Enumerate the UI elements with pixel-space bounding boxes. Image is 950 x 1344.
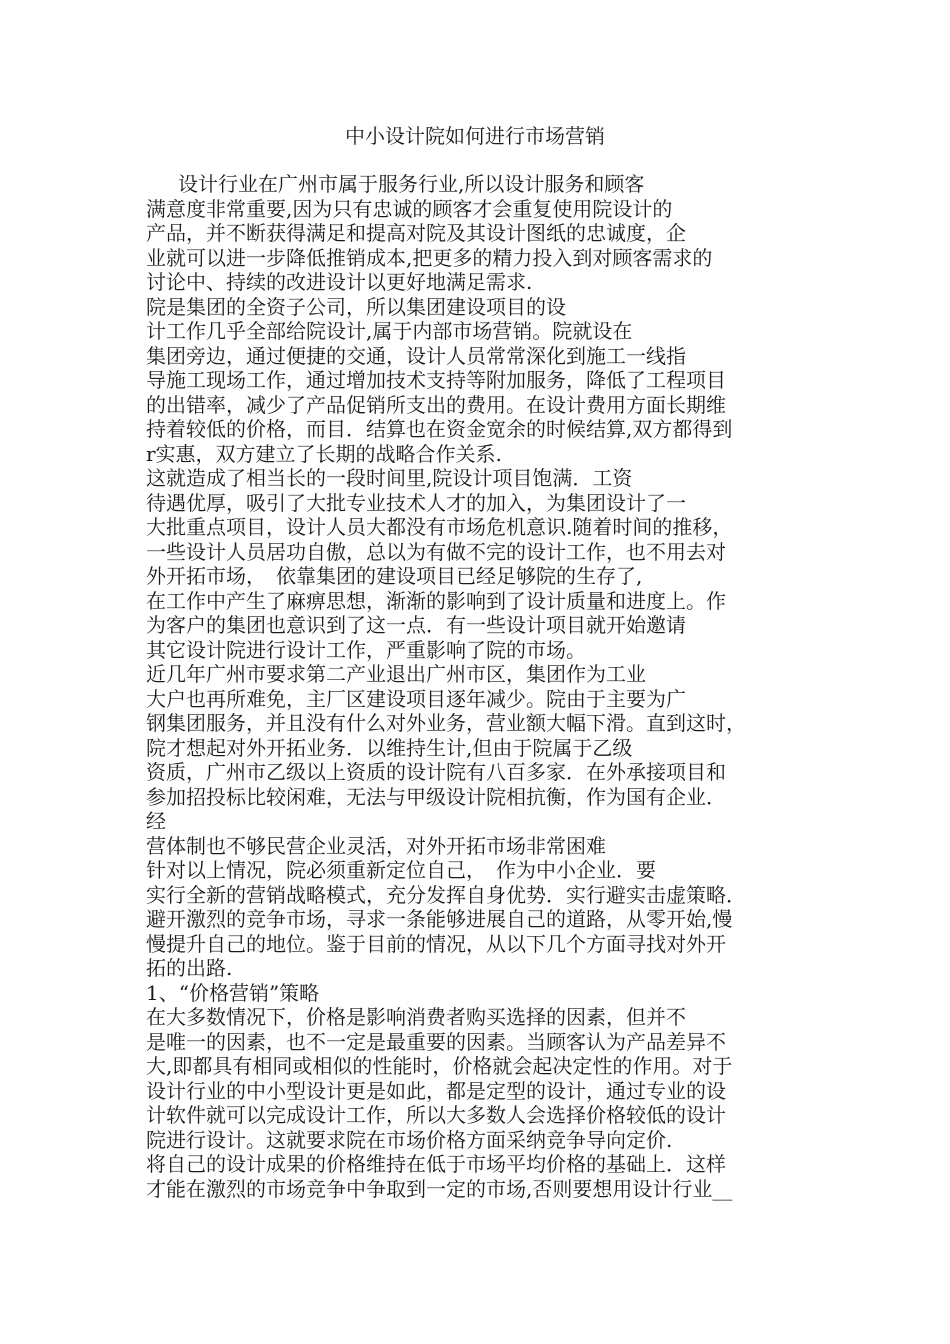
text-line: 导施工现场工作，通过增加技术支持等附加服务，降低了工程项目 <box>146 368 726 392</box>
text-line: 钢集团服务，并且没有什么对外业务，营业额大幅下滑。直到这时， <box>146 711 746 735</box>
text-line: 为客户的集团也意识到了这一点．有一些设计项目就开始邀请 <box>146 613 686 637</box>
text-line: 院才想起对外开拓业务．以维持生计,但由于院属于乙级 <box>146 735 633 760</box>
text-line: 设计行业在广州市属于服务行业,所以设计服务和顾客 <box>178 172 645 196</box>
text-line: 经 <box>146 809 166 833</box>
text-line: 满意度非常重要,因为只有忠诚的顾客才会重复使用院设计的 <box>146 196 673 221</box>
document-body <box>146 172 811 1201</box>
text-line: 大批重点项目，设计人员大都没有市场危机意识.随着时间的推移， <box>146 515 733 539</box>
text-line: 其它设计院进行设计工作，严重影响了院的市场。 <box>146 637 586 662</box>
text-line: 待遇优厚，吸引了大批专业技术人才的加入，为集团设计了一 <box>146 490 686 515</box>
text-line: 针对以上情况，院必须重新定位自己， 作为中小企业．要 <box>146 858 656 882</box>
text-line: 在大多数情况下，价格是影响消费者购买选择的因素，但并不 <box>146 1005 686 1029</box>
text-line: 集团旁边，通过便捷的交通，设计人员常常深化到施工一线指 <box>146 343 686 368</box>
text-line: 大,即都具有相同或相似的性能时，价格就会起决定性的作用。对于 <box>146 1054 733 1078</box>
text-line: 拓的出路. <box>146 956 233 980</box>
text-line: r实惠，双方建立了长期的战略合作关系. <box>146 441 502 466</box>
text-line: 的出错率，减少了产品促销所支出的费用。在设计费用方面长期维 <box>146 392 726 417</box>
text-line: 实行全新的营销战略模式，充分发挥自身优势．实行避实击虚策略． <box>146 882 746 907</box>
text-line: 外开拓市场， 依靠集团的建设项目已经足够院的生存了, <box>146 564 643 588</box>
text-line: 一些设计人员居功自傲，总以为有做不完的设计工作，也不用去对 <box>146 539 726 564</box>
text-line: 计软件就可以完成设计工作，所以大多数人会选择价格较低的设计 <box>146 1103 726 1127</box>
text-line: 将自己的设计成果的价格维持在低于市场平均价格的基础上．这样 <box>146 1152 726 1176</box>
text-line: 产品，并不断获得满足和提高对院及其设计图纸的忠诚度，企 <box>146 221 686 245</box>
text-line: 资质，广州市乙级以上资质的设计院有八百多家．在外承接项目和 <box>146 760 726 784</box>
text-line: 业就可以进一步降低推销成本,把更多的精力投入到对顾客需求的 <box>146 245 713 270</box>
text-line: 院进行设计。这就要求院在市场价格方面采纳竞争导向定价. <box>146 1127 673 1152</box>
text-line: 在工作中产生了麻痹思想，渐渐的影响到了设计质量和进度上。作 <box>146 588 726 613</box>
text-line: 避开激烈的竞争市场，寻求一条能够进展自己的道路，从零开始,慢 <box>146 907 733 931</box>
text-line: 持着较低的价格，而目．结算也在资金宽余的时候结算,双方都得到 <box>146 417 733 441</box>
text-line: 院是集团的全资子公司，所以集团建设项目的设 <box>146 294 566 319</box>
document-title: 中小设计院如何进行市场营销 <box>345 124 605 148</box>
text-line: 这就造成了相当长的一段时间里,院设计项目饱满．工资 <box>146 466 633 490</box>
text-line: 是唯一的因素，也不一定是最重要的因素。当顾客认为产品差异不 <box>146 1029 726 1054</box>
text-line: 计工作几乎全部给院设计,属于内部市场营销。院就设在 <box>146 319 633 343</box>
text-line: 近几年广州市要求第二产业退出广州市区，集团作为工业 <box>146 662 646 686</box>
text-line: 参加招投标比较闲难，无法与甲级设计院相抗衡，作为国有企业． <box>146 784 726 809</box>
text-line: 大户也再所难免，主厂区建设项目逐年减少。院由于主要为广 <box>146 686 686 711</box>
text-line: 讨论中、持续的改进设计以更好地满足需求. <box>146 270 533 294</box>
text-line: 1、“价格营销”策略 <box>146 980 320 1005</box>
text-line: 慢提升自己的地位。鉴于目前的情况，从以下几个方面寻找对外开 <box>146 931 726 956</box>
text-line: 设计行业的中小型设计更是如此，都是定型的设计，通过专业的设 <box>146 1078 726 1103</box>
text-line: 才能在激烈的市场竞争中争取到一定的市场,否则要想用设计行业__ <box>146 1176 733 1201</box>
text-line: 营体制也不够民营企业灵活，对外开拓市场非常困难 <box>146 833 606 858</box>
